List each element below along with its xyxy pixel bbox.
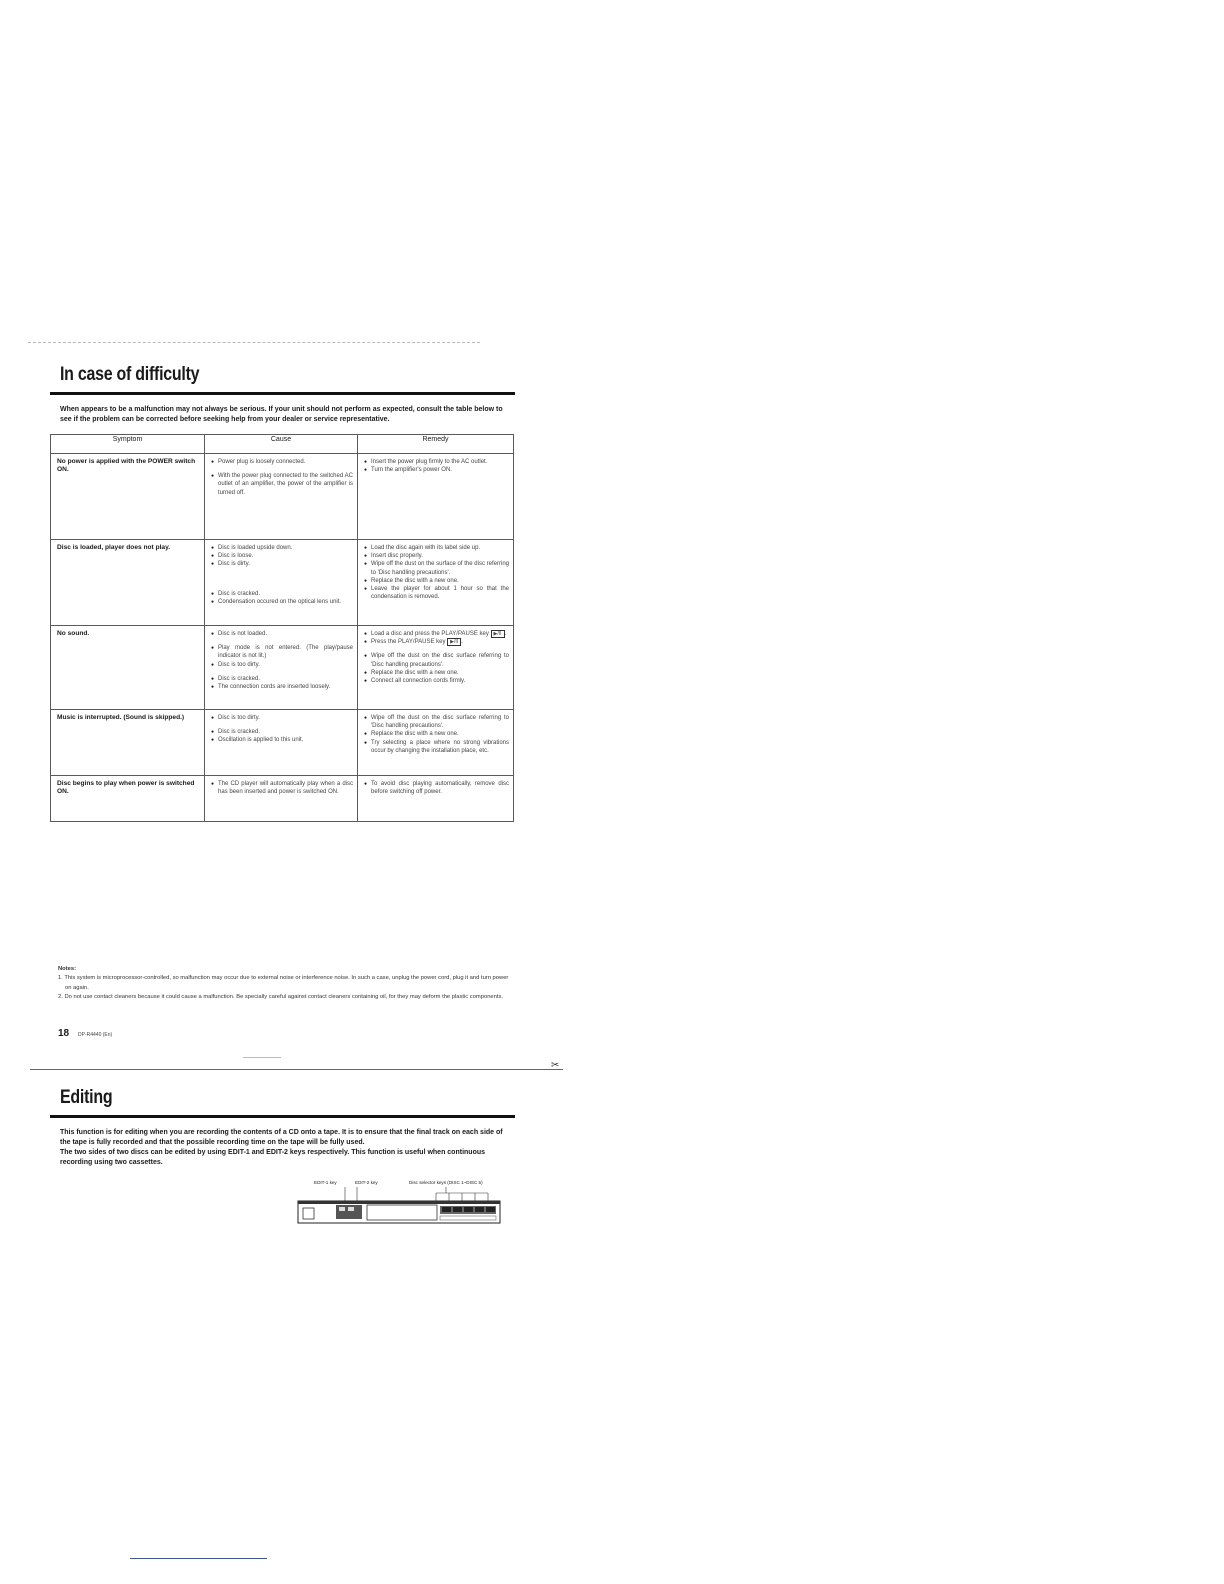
editing-intro-2: The two sides of two discs can be edited by using EDIT-1 and EDIT-2 keys respectively. This function is useful when continuous recording using two cassettes. [60,1149,486,1166]
remedy-item: ● Connect all connection cords firmly. [364,677,509,685]
title-rule [50,392,515,395]
cause-item: ● Disc is not loaded. [211,630,353,638]
remedy-item: ● Insert disc properly. [364,552,509,560]
symptom-cell: No sound. [51,626,205,710]
page-top-dashed-rule [28,342,480,343]
remedy-item: ● Load the disc again with its label side up. [364,544,509,552]
symptom-cell: Disc begins to play when power is switched ON. [51,776,205,822]
remedy-cell [358,776,514,822]
cause-cell [205,540,358,626]
table-row [51,626,514,710]
page-number: 18 [58,1028,70,1039]
remedy-item: ● Turn the amplifier's power ON. [364,466,509,474]
editing-section [50,1085,515,1168]
page-separator [30,1069,563,1070]
table-row [51,540,514,626]
remedy-item: ● Replace the disc with a new one. [364,730,509,738]
cause-cell [205,626,358,710]
remedy-item: ● Replace the disc with a new one. [364,669,509,677]
cause-cell [205,710,358,776]
notes-heading: Notes: [58,966,77,972]
bottom-underline [130,1558,267,1559]
cause-item: ● The CD player will automatically play when a disc has been inserted and power is switched ON. [211,780,353,796]
symptom-cell: Disc is loaded, player does not play. [51,540,205,626]
header-remedy: Remedy [358,435,514,454]
cause-item: ● Disc is loose. [211,552,353,560]
editing-title: Editing [60,1087,113,1108]
header-cause: Cause [205,435,358,454]
cause-item: ● With the power plug connected to the switched AC outlet of an amplifier, the power of the amplifier is turned off. [211,472,353,497]
header-symptom: Symptom [51,435,205,454]
table-row [51,454,514,540]
model-number: DP-R4440 (En) [78,1032,113,1038]
remedy-item: ● Load a disc and press the PLAY/PAUSE key ▶/II . [364,630,509,638]
remedy-item: ● Leave the player for about 1 hour so that the condensation is removed. [364,585,509,601]
edit2-key-label: EDIT-2 key [355,1180,378,1185]
cause-item: ● Disc is cracked. [211,590,353,598]
cause-cell [205,454,358,540]
remedy-item: ● To avoid disc playing automatically, remove disc before switching off power. [364,780,509,796]
remedy-item: ● Wipe off the dust on the disc surface referring to 'Disc handling precautions'. [364,714,509,730]
remedy-item: ● Wipe off the dust on the surface of the disc referring to 'Disc handling precautions'. [364,560,509,576]
disc-selector-keys-label: Disc selector keys (DISC 1~DISC 5) [409,1180,483,1185]
remedy-item: ● Try selecting a place where no strong vibrations occur by changing the installation place, etc. [364,739,509,755]
cause-item: ● Disc is loaded upside down. [211,544,353,552]
editing-intro [60,1128,512,1168]
cause-item: ● Power plug is loosely connected. [211,458,353,466]
difficulty-section [50,362,515,822]
scissors-icon: ✂ [551,1060,560,1071]
symptom-cell: Music is interrupted. (Sound is skipped.) [51,710,205,776]
cause-item: ● Disc is too dirty. [211,661,353,669]
remedy-text: Press the PLAY/PAUSE key [371,639,446,646]
remedy-item: ● Wipe off the dust on the disc surface referring to 'Disc handling precautions'. [364,652,509,668]
cause-item: ● Oscillation is applied to this unit. [211,736,353,744]
note-item: 1. This system is microprocessor-controlled, so malfunction may occur due to external noise or interference noise. In such a case, unplug the power cord, plug it and turn power on again. [58,975,509,991]
cause-item: ● Play mode is not entered. (The play/pause indicator is not lit.) [211,644,353,660]
cause-item: ● Condensation occured on the optical lens unit. [211,598,353,606]
remedy-text: Load a disc and press the PLAY/PAUSE key [371,631,489,637]
edit1-key-label: EDIT-1 key [314,1180,337,1185]
remedy-cell [358,710,514,776]
table-row [51,776,514,822]
notes [58,965,514,1003]
cause-item: ● Disc is cracked. [211,728,353,736]
cause-item: ● The connection cords are inserted loosely. [211,683,353,691]
play-pause-key-icon: ▶/II [447,638,461,646]
difficulty-title: In case of difficulty [60,364,200,385]
table-row [51,710,514,776]
cause-item: ● Disc is cracked. [211,675,353,683]
remedy-cell [358,540,514,626]
troubleshooting-table [50,434,514,822]
table-header-row [51,435,514,454]
cause-cell [205,776,358,822]
note-item: 2. Do not use contact cleaners because it could cause a malfunction. Be specially careful against contact cleaners containing oil, for they may deform the plastic components. [58,994,503,1001]
cd-player-diagram [296,1179,502,1225]
remedy-cell [358,454,514,540]
remedy-cell [358,626,514,710]
cause-item: ● Disc is too dirty. [211,714,353,722]
cause-item: ● Disc is dirty. [211,560,353,568]
cd-player-illustration [296,1179,502,1225]
remedy-item: ● Replace the disc with a new one. [364,577,509,585]
title-rule [50,1115,515,1118]
remedy-item: ● Press the PLAY/PAUSE key ▶/II . [364,638,509,646]
symptom-cell: No power is applied with the POWER switch ON. [51,454,205,540]
editing-intro-1: This function is for editing when you are recording the contents of a CD onto a tape. It is to ensure that the final track on each side of the tape is fully recorded and that the possible recording time on the tape will be fully used. [60,1129,503,1146]
remedy-item: ● Insert the power plug firmly to the AC outlet. [364,458,509,466]
difficulty-intro: When appears to be a malfunction may not always be serious. If your unit should not perform as expected, consult the table below to see if the problem can be corrected before seeking help from your dealer or service representative. [60,406,503,423]
play-pause-key-icon: ▶/II [491,630,505,638]
short-rule [243,1057,281,1058]
